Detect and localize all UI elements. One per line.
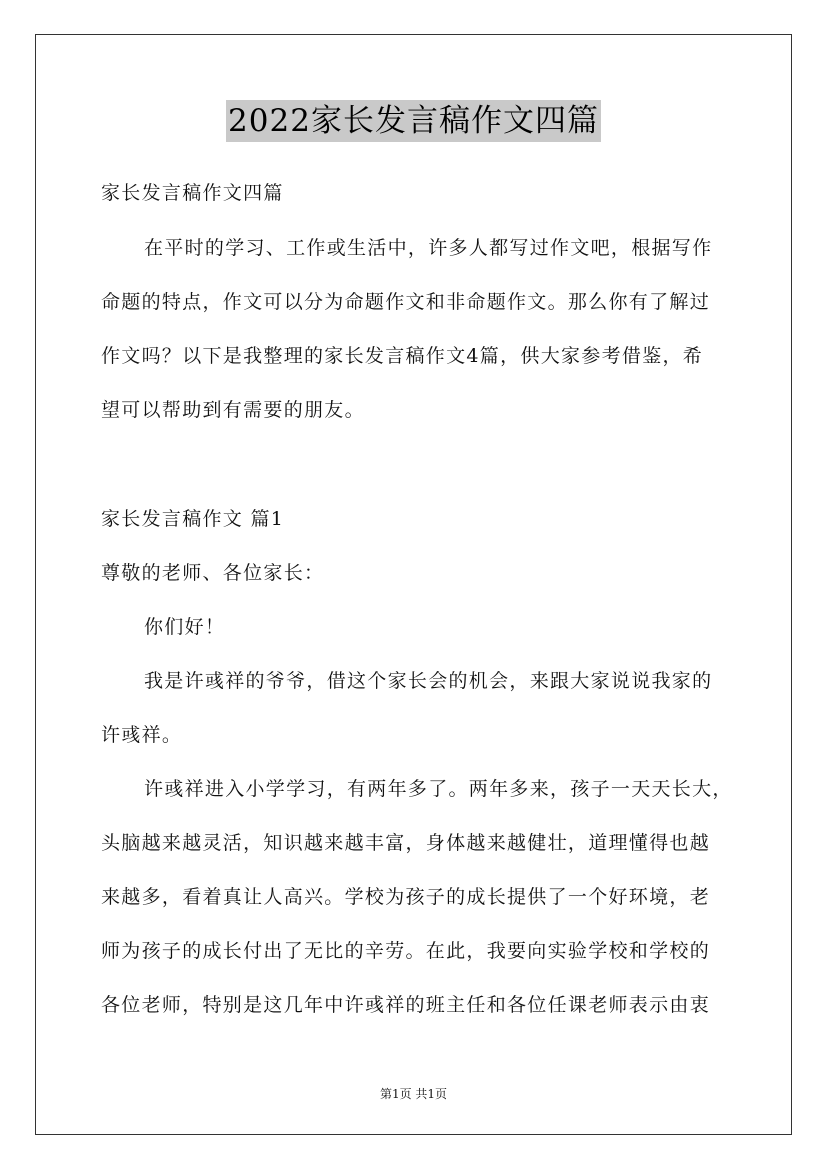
salutation: 尊敬的老师、各位家长： bbox=[101, 562, 325, 584]
paragraph-line: 许彧祥。 bbox=[101, 724, 183, 746]
intro-line: 命题的特点，作文可以分为命题作文和非命题作文。那么你有了解过 bbox=[101, 291, 711, 313]
paragraph-line: 来越多，看着真让人高兴。学校为孩子的成长提供了一个好环境，老 bbox=[101, 886, 711, 908]
paragraph-line: 头脑越来越灵活，知识越来越丰富，身体越来越健壮，道理懂得也越 bbox=[101, 832, 711, 854]
section-heading: 家长发言稿作文 篇1 bbox=[101, 508, 285, 530]
document-title: 2022家长发言稿作文四篇 bbox=[226, 100, 601, 142]
title-block bbox=[0, 100, 827, 142]
greeting: 你们好！ bbox=[144, 616, 226, 638]
intro-line: 在平时的学习、工作或生活中，许多人都写过作文吧，根据写作 bbox=[144, 237, 713, 259]
intro-line: 望可以帮助到有需要的朋友。 bbox=[101, 399, 365, 421]
paragraph-line: 许彧祥进入小学学习，有两年多了。两年多来，孩子一天天长大， bbox=[144, 778, 733, 800]
paragraph-line: 各位老师，特别是这几年中许彧祥的班主任和各位任课老师表示由衷 bbox=[101, 994, 711, 1016]
document-subtitle: 家长发言稿作文四篇 bbox=[101, 182, 284, 204]
paragraph-line: 我是许彧祥的爷爷，借这个家长会的机会，来跟大家说说我家的 bbox=[144, 670, 713, 692]
paragraph-line: 师为孩子的成长付出了无比的辛劳。在此，我要向实验学校和学校的 bbox=[101, 940, 711, 962]
intro-line: 作文吗？以下是我整理的家长发言稿作文4篇，供大家参考借鉴，希 bbox=[101, 345, 704, 367]
page-number-footer: 第1页 共1页 bbox=[379, 1087, 448, 1101]
